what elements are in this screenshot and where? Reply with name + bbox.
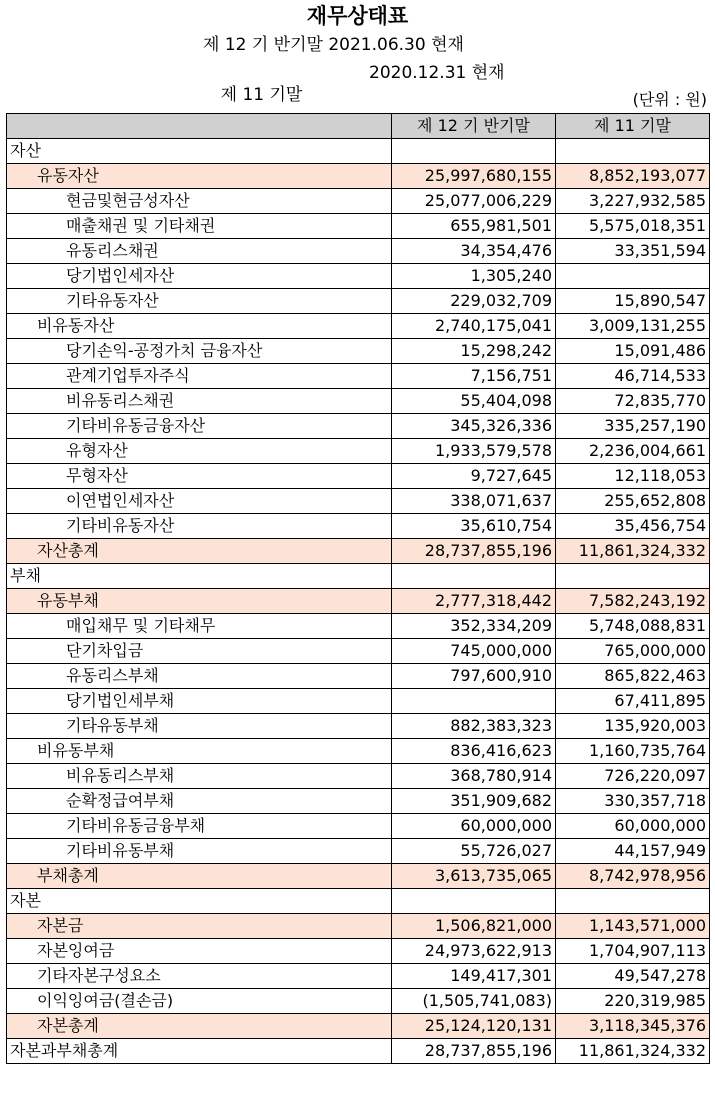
prior-period-value: 60,000,000: [556, 814, 710, 839]
table-row: [7, 989, 710, 1014]
prior-period-value: 765,000,000: [556, 639, 710, 664]
account-label: 유동자산: [7, 164, 392, 189]
current-period-value: 836,416,623: [392, 739, 556, 764]
current-period-value: 655,981,501: [392, 214, 556, 239]
account-label: 이연법인세자산: [7, 489, 392, 514]
current-period-value: 1,506,821,000: [392, 914, 556, 939]
table-row: [7, 289, 710, 314]
account-label: 비유동자산: [7, 314, 392, 339]
account-label: 기타비유동금융자산: [7, 414, 392, 439]
current-period-value: 882,383,323: [392, 714, 556, 739]
prior-period-value: 67,411,895: [556, 689, 710, 714]
account-label: 순확정급여부채: [7, 789, 392, 814]
current-period-value: 28,737,855,196: [392, 539, 556, 564]
current-period-value: 149,417,301: [392, 964, 556, 989]
table-row: [7, 939, 710, 964]
prior-period-value: 49,547,278: [556, 964, 710, 989]
table-row: [7, 239, 710, 264]
current-period-value: 338,071,637: [392, 489, 556, 514]
prior-period-value: 1,160,735,764: [556, 739, 710, 764]
table-row: [7, 539, 710, 564]
prior-period-value: [556, 889, 710, 914]
table-row: [7, 689, 710, 714]
prior-period-value: 8,852,193,077: [556, 164, 710, 189]
prior-period-value: [556, 264, 710, 289]
balance-sheet-table: [6, 113, 710, 1064]
table-row: [7, 864, 710, 889]
account-label: 현금및현금성자산: [7, 189, 392, 214]
account-label: 자본과부채총계: [7, 1039, 392, 1064]
prior-period-value: 1,143,571,000: [556, 914, 710, 939]
prior-period-value: 5,748,088,831: [556, 614, 710, 639]
prior-period-value: 865,822,463: [556, 664, 710, 689]
current-period-value: 7,156,751: [392, 364, 556, 389]
account-label: 기타비유동자산: [7, 514, 392, 539]
current-period-value: (1,505,741,083): [392, 989, 556, 1014]
account-label: 당기법인세자산: [7, 264, 392, 289]
prior-period-value: 3,118,345,376: [556, 1014, 710, 1039]
table-row: [7, 889, 710, 914]
table-row: [7, 639, 710, 664]
prior-period-value: 726,220,097: [556, 764, 710, 789]
account-label: 유형자산: [7, 439, 392, 464]
current-period-value: 55,726,027: [392, 839, 556, 864]
header-current-period: 제 12 기 반기말: [392, 114, 556, 139]
prior-period-value: 220,319,985: [556, 989, 710, 1014]
account-label: 유동리스채권: [7, 239, 392, 264]
period-current: 제 12 기 반기말 2021.06.30 현재: [203, 35, 464, 55]
prior-period-value: 12,118,053: [556, 464, 710, 489]
account-label: 관계기업투자주식: [7, 364, 392, 389]
table-row: [7, 614, 710, 639]
prior-period-value: 330,357,718: [556, 789, 710, 814]
table-row: [7, 164, 710, 189]
prior-period-value: 72,835,770: [556, 389, 710, 414]
current-period-value: 352,334,209: [392, 614, 556, 639]
prior-period-value: 11,861,324,332: [556, 1039, 710, 1064]
current-period-value: 745,000,000: [392, 639, 556, 664]
current-period-value: 24,973,622,913: [392, 939, 556, 964]
prior-period-value: 335,257,190: [556, 414, 710, 439]
table-row: [7, 789, 710, 814]
current-period-value: 25,124,120,131: [392, 1014, 556, 1039]
table-row: [7, 964, 710, 989]
current-period-value: 55,404,098: [392, 389, 556, 414]
account-label: 당기법인세부채: [7, 689, 392, 714]
current-period-value: 2,740,175,041: [392, 314, 556, 339]
current-period-value: [392, 689, 556, 714]
table-row: [7, 464, 710, 489]
account-label: 자본: [7, 889, 392, 914]
table-row: [7, 564, 710, 589]
prior-period-value: 33,351,594: [556, 239, 710, 264]
prior-period-value: 35,456,754: [556, 514, 710, 539]
current-period-value: 34,354,476: [392, 239, 556, 264]
current-period-value: 25,077,006,229: [392, 189, 556, 214]
document-title: 재무상태표: [306, 4, 409, 28]
prior-period-value: [556, 139, 710, 164]
account-label: 이익잉여금(결손금): [7, 989, 392, 1014]
prior-period-value: 7,582,243,192: [556, 589, 710, 614]
prior-period-value: [556, 564, 710, 589]
table-row: [7, 389, 710, 414]
account-label: 기타자본구성요소: [7, 964, 392, 989]
table-row: [7, 214, 710, 239]
current-period-value: 368,780,914: [392, 764, 556, 789]
account-label: 자본총계: [7, 1014, 392, 1039]
prior-period-value: 2,236,004,661: [556, 439, 710, 464]
table-row: [7, 489, 710, 514]
current-period-value: 1,305,240: [392, 264, 556, 289]
table-row: [7, 714, 710, 739]
table-row: [7, 414, 710, 439]
table-row: [7, 839, 710, 864]
account-label: 유동부채: [7, 589, 392, 614]
account-label: 기타유동자산: [7, 289, 392, 314]
prior-period-value: 135,920,003: [556, 714, 710, 739]
table-row: [7, 189, 710, 214]
prior-period-value: 1,704,907,113: [556, 939, 710, 964]
period-prior-label: 제 11 기말: [220, 85, 303, 105]
current-period-value: 1,933,579,578: [392, 439, 556, 464]
current-period-value: [392, 139, 556, 164]
header-prior-period: 제 11 기말: [556, 114, 710, 139]
table-row: [7, 364, 710, 389]
current-period-value: 3,613,735,065: [392, 864, 556, 889]
prior-period-value: 3,227,932,585: [556, 189, 710, 214]
current-period-value: 28,737,855,196: [392, 1039, 556, 1064]
current-period-value: [392, 889, 556, 914]
period-prior-date: 2020.12.31 현재: [369, 63, 505, 83]
header-account: [7, 114, 392, 139]
account-label: 무형자산: [7, 464, 392, 489]
current-period-value: 351,909,682: [392, 789, 556, 814]
table-row: [7, 139, 710, 164]
account-label: 자산: [7, 139, 392, 164]
current-period-value: [392, 564, 556, 589]
account-label: 매입채무 및 기타채무: [7, 614, 392, 639]
account-label: 당기손익-공정가치 금융자산: [7, 339, 392, 364]
current-period-value: 345,326,336: [392, 414, 556, 439]
prior-period-value: 255,652,808: [556, 489, 710, 514]
table-row: [7, 439, 710, 464]
current-period-value: 9,727,645: [392, 464, 556, 489]
current-period-value: 229,032,709: [392, 289, 556, 314]
account-label: 매출채권 및 기타채권: [7, 214, 392, 239]
table-body: [7, 139, 710, 1064]
account-label: 단기차입금: [7, 639, 392, 664]
account-label: 기타비유동금융부채: [7, 814, 392, 839]
table-row: [7, 1014, 710, 1039]
prior-period-value: 44,157,949: [556, 839, 710, 864]
table-row: [7, 664, 710, 689]
account-label: 부채: [7, 564, 392, 589]
table-row: [7, 339, 710, 364]
account-label: 자본잉여금: [7, 939, 392, 964]
table-row: [7, 1039, 710, 1064]
current-period-value: 2,777,318,442: [392, 589, 556, 614]
current-period-value: 35,610,754: [392, 514, 556, 539]
account-label: 기타유동부채: [7, 714, 392, 739]
prior-period-value: 11,861,324,332: [556, 539, 710, 564]
current-period-value: 25,997,680,155: [392, 164, 556, 189]
table-row: [7, 814, 710, 839]
prior-period-value: 3,009,131,255: [556, 314, 710, 339]
account-label: 자본금: [7, 914, 392, 939]
prior-period-value: 5,575,018,351: [556, 214, 710, 239]
account-label: 기타비유동부채: [7, 839, 392, 864]
unit-label: (단위 : 원): [632, 90, 707, 109]
table-row: [7, 314, 710, 339]
account-label: 비유동리스채권: [7, 389, 392, 414]
current-period-value: 15,298,242: [392, 339, 556, 364]
table-header-row: [7, 114, 710, 139]
table-row: [7, 514, 710, 539]
prior-period-value: 46,714,533: [556, 364, 710, 389]
current-period-value: 60,000,000: [392, 814, 556, 839]
prior-period-value: 8,742,978,956: [556, 864, 710, 889]
account-label: 자산총계: [7, 539, 392, 564]
account-label: 비유동부채: [7, 739, 392, 764]
table-row: [7, 914, 710, 939]
table-row: [7, 739, 710, 764]
current-period-value: 797,600,910: [392, 664, 556, 689]
account-label: 비유동리스부채: [7, 764, 392, 789]
prior-period-value: 15,890,547: [556, 289, 710, 314]
account-label: 유동리스부채: [7, 664, 392, 689]
prior-period-value: 15,091,486: [556, 339, 710, 364]
table-row: [7, 764, 710, 789]
table-row: [7, 264, 710, 289]
account-label: 부채총계: [7, 864, 392, 889]
table-row: [7, 589, 710, 614]
